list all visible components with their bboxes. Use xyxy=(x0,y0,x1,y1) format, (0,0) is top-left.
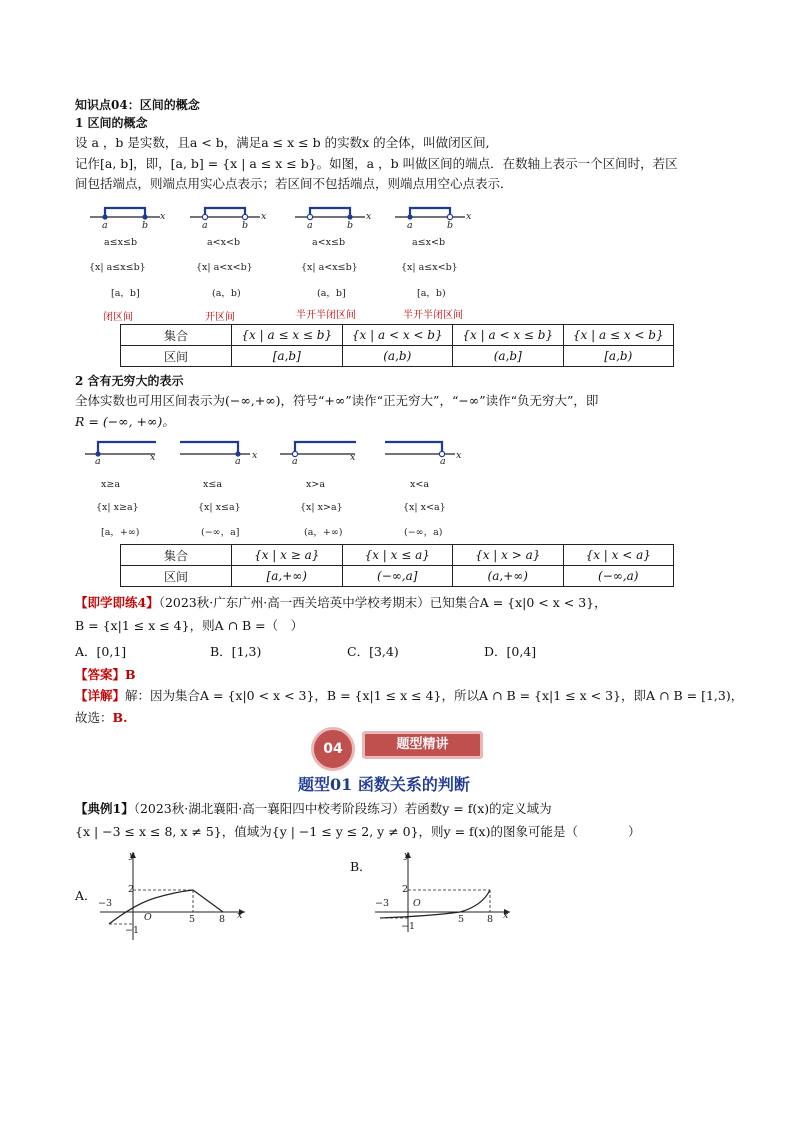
choose-answer: B. xyxy=(112,710,128,725)
interval-table-1 xyxy=(120,324,674,367)
option-b-label: B． xyxy=(350,859,372,874)
para1-line1: 设 a ，b 是实数，且a < b，满足a ≤ x ≤ b 的实数x 的全体，叫做闭区间, xyxy=(75,135,490,150)
fig2-label-a-2: a xyxy=(235,456,241,467)
option-a-label: A． xyxy=(75,888,97,903)
table2-set-1: {x | x ≥ a} xyxy=(232,545,343,566)
fig1-set-1: {x| a≤x≤b} xyxy=(89,262,146,273)
label-b-1: b xyxy=(142,220,149,231)
graph-b-origin: O xyxy=(413,898,421,909)
table1-set-4: {x | a ≤ x < b} xyxy=(563,325,674,346)
fig2-interval-2: (−∞，a] xyxy=(201,527,240,538)
fig2-interval-4: (−∞，a) xyxy=(404,527,443,538)
table2-head-set: 集合 xyxy=(121,545,232,566)
answer-value: B xyxy=(125,667,136,682)
practice-option-a: A．[0,1] xyxy=(75,644,127,659)
practice-option-c: C．[3,4) xyxy=(347,644,399,659)
graph-a-tick-5: 5 xyxy=(189,914,196,925)
section-banner xyxy=(362,731,483,759)
table1-set-1: {x | a ≤ x ≤ b} xyxy=(232,325,343,346)
table2-set-3: {x | x > a} xyxy=(453,545,564,566)
table2-interval-3: (a,+∞) xyxy=(453,566,564,587)
banner-number: 04 xyxy=(311,727,355,771)
example1-line2: {x | −3 ≤ x ≤ 8, x ≠ 5}，值域为{y | −1 ≤ y ≤ 2, y ≠ 0}，则y = f(x)的图象可能是（ ） xyxy=(75,824,641,839)
label-b-4: b xyxy=(447,220,454,231)
fig1-interval-1: [a，b] xyxy=(111,288,140,299)
answer-tag: 【答案】 xyxy=(75,667,126,682)
fig2-set-4: {x| x<a} xyxy=(403,502,446,513)
banner-label: 题型精讲 xyxy=(396,737,449,752)
numberline-open xyxy=(190,208,260,220)
label-x-3: x xyxy=(366,211,372,222)
fig2-set-3: {x| x>a} xyxy=(300,502,343,513)
numberline-lt-a xyxy=(385,442,455,457)
detail-text: 解：因为集合A = {x|0 < x < 3}，B = {x|1 ≤ x ≤ 4}，所以A ∩ B = {x|1 ≤ x < 3}，即A ∩ B = [1,3)， xyxy=(125,688,744,703)
label-a-3: a xyxy=(307,220,313,231)
table1-head-interval: 区间 xyxy=(121,346,232,367)
label-a-2: a xyxy=(202,220,208,231)
fig1-set-3: {x| a<x≤b} xyxy=(301,262,358,273)
graph-b-tick-5: 5 xyxy=(458,914,465,925)
graph-b-tick-m1: −1 xyxy=(401,921,416,932)
interval-table-2 xyxy=(120,544,674,587)
section1-title: 1 区间的概念 xyxy=(75,116,148,130)
practice-option-d: D．[0,4] xyxy=(484,644,537,659)
numberline-ge-a xyxy=(85,442,156,457)
fig2-label-a-1: a xyxy=(95,456,101,467)
fig2-label-x-4: x xyxy=(456,450,462,461)
fig2-ineq-4: x<a xyxy=(410,479,429,490)
label-x-2: x xyxy=(261,211,267,222)
table2-interval-row xyxy=(121,566,674,587)
numberline-halfopen-left xyxy=(295,208,365,220)
numberline-gt-a xyxy=(280,442,356,457)
graph-b-y-label: y xyxy=(404,850,410,861)
table2-interval-1: [a,+∞) xyxy=(232,566,343,587)
label-x-4: x xyxy=(466,211,472,222)
para1-line3: 间包括端点，则端点用实心点表示；若区间不包括端点，则端点用空心点表示． xyxy=(75,176,513,191)
graph-a-tick-2: 2 xyxy=(128,884,135,895)
fig2-interval-3: (a，+∞) xyxy=(304,527,343,538)
graph-a-tick-m3: −3 xyxy=(98,898,113,909)
section2-line2: R = (−∞, +∞)。 xyxy=(75,414,175,429)
fig2-label-x-3: x xyxy=(350,452,356,463)
graph-b xyxy=(370,848,520,933)
fig2-label-a-3: a xyxy=(292,456,298,467)
fig1-interval-4: [a，b) xyxy=(417,288,446,299)
label-x-1: x xyxy=(160,211,166,222)
practice-option-b: B．[1,3) xyxy=(210,644,262,659)
interval-number-lines xyxy=(85,200,485,238)
detail-line xyxy=(75,686,743,704)
fig1-name-1: 闭区间 xyxy=(103,312,133,323)
table2-interval-2: (−∞,a] xyxy=(342,566,453,587)
fig1-ineq-4: a≤x<b xyxy=(412,237,446,248)
table1-interval-row xyxy=(121,346,674,367)
fig2-ineq-3: x>a xyxy=(306,479,325,490)
example1-tag: 【典例1】 xyxy=(75,801,134,816)
table1-interval-4: [a,b) xyxy=(563,346,674,367)
graph-b-tick-m3: −3 xyxy=(375,898,390,909)
table1-head-set: 集合 xyxy=(121,325,232,346)
fig1-set-2: {x| a<x<b} xyxy=(196,262,253,273)
practice-line1 xyxy=(75,593,607,611)
type01-title: 题型01 函数关系的判断 xyxy=(298,775,470,794)
graph-a-tick-m1: −1 xyxy=(125,925,140,936)
fig2-label-a-4: a xyxy=(440,456,446,467)
section2-title: 2 含有无穷大的表示 xyxy=(75,374,184,388)
fig1-name-2: 开区间 xyxy=(205,312,235,323)
label-b-3: b xyxy=(347,220,354,231)
fig1-ineq-3: a<x≤b xyxy=(312,237,346,248)
table1-interval-3: (a,b] xyxy=(453,346,564,367)
table2-set-row xyxy=(121,545,674,566)
graph-a-tick-8: 8 xyxy=(219,914,226,925)
fig2-label-x-1: x xyxy=(150,452,156,463)
graph-a xyxy=(95,848,255,943)
numberline-le-a xyxy=(180,442,250,457)
example1-line1 xyxy=(75,799,552,817)
example1-text-1: （2023秋·湖北襄阳·高一襄阳四中校考阶段练习）若函数y = f(x)的定义域为 xyxy=(133,801,552,816)
kp-title: 知识点04：区间的概念 xyxy=(75,98,200,112)
graph-a-origin: O xyxy=(144,912,152,923)
choose-label: 故选： xyxy=(75,710,113,725)
fig1-name-4: 半开半闭区间 xyxy=(403,310,463,321)
fig1-name-3: 半开半闭区间 xyxy=(296,310,356,321)
table1-set-3: {x | a < x ≤ b} xyxy=(453,325,564,346)
fig1-ineq-1: a≤x≤b xyxy=(104,237,138,248)
table2-interval-4: (−∞,a) xyxy=(563,566,674,587)
fig2-set-2: {x| x≤a} xyxy=(198,502,241,513)
fig1-set-4: {x| a≤x<b} xyxy=(401,262,458,273)
fig2-set-1: {x| x≥a} xyxy=(96,502,139,513)
graph-a-y-label: y xyxy=(129,850,135,861)
graph-b-x-label: x xyxy=(503,910,509,921)
table1-set-2: {x | a < x < b} xyxy=(342,325,453,346)
table1-set-row xyxy=(121,325,674,346)
graph-b-tick-8: 8 xyxy=(487,914,494,925)
infinity-number-lines xyxy=(80,432,470,468)
para1-line2: 记作[a, b]，即，[a, b] = {x | a ≤ x ≤ b}。如图，a ，b 叫做区间的端点．在数轴上表示一个区间时，若区 xyxy=(75,156,678,171)
fig2-interval-1: [a，+∞) xyxy=(101,527,140,538)
fig2-ineq-2: x≤a xyxy=(203,479,222,490)
label-a-1: a xyxy=(102,220,108,231)
table2-set-2: {x | x ≤ a} xyxy=(342,545,453,566)
label-a-4: a xyxy=(407,220,413,231)
fig1-ineq-2: a<x<b xyxy=(207,237,241,248)
table1-interval-1: [a,b] xyxy=(232,346,343,367)
fig2-ineq-1: x≥a xyxy=(101,479,120,490)
choose-line xyxy=(75,708,127,726)
detail-tag: 【详解】 xyxy=(75,688,126,703)
numberline-closed xyxy=(90,208,160,220)
graph-a-x-label: x xyxy=(237,910,243,921)
label-b-2: b xyxy=(242,220,249,231)
graph-b-tick-2: 2 xyxy=(402,884,409,895)
fig2-label-x-2: x xyxy=(252,450,258,461)
table2-set-4: {x | x < a} xyxy=(563,545,674,566)
practice-text-1: （2023秋·广东广州·高一西关培英中学校考期末）已知集合A = {x|0 < x < 3}， xyxy=(158,595,607,610)
practice-tag: 【即学即练4】 xyxy=(75,595,159,610)
fig1-interval-2: (a，b) xyxy=(212,288,241,299)
practice-line2: B = {x|1 ≤ x ≤ 4}，则A ∩ B =（ ） xyxy=(75,618,304,633)
table2-head-interval: 区间 xyxy=(121,566,232,587)
numberline-halfopen-right xyxy=(395,208,465,220)
table1-interval-2: (a,b) xyxy=(342,346,453,367)
section2-line1: 全体实数也可用区间表示为(−∞,+∞)，符号“+∞”读作“正无穷大”，“−∞”读作“负无穷大”，即 xyxy=(75,393,599,408)
answer-line xyxy=(75,665,136,683)
fig1-interval-3: (a，b] xyxy=(317,288,346,299)
